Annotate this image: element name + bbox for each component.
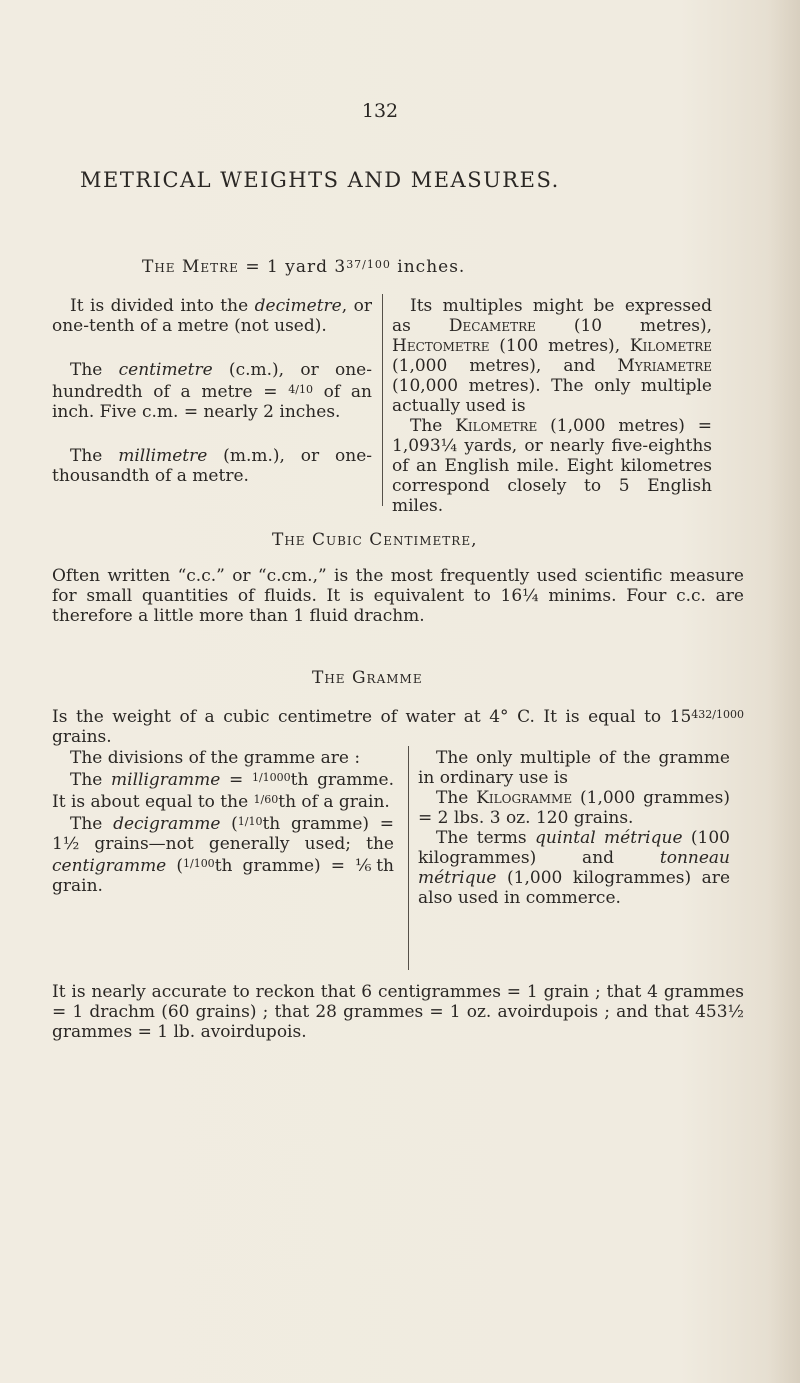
- metre-column-rule: [382, 294, 383, 506]
- decigramme-paragraph: The decigramme ($^{1/10}$th gramme) = 1½ grains—not generally used; the centigramme ($^{1/100}$th gramme) = ⅙th grain.: [52, 814, 394, 896]
- gramme-left-column: [52, 748, 394, 896]
- gramme-grains-fraction: 432/1000: [691, 708, 744, 721]
- centimetre-paragraph: The centimetre (c.m.), or one-hundredth of a metre = $^{4/10}$ of an inch. Five c.m. = nearly 2 inches.: [52, 360, 373, 422]
- gramme-intro: Is the weight of a cubic centimetre of water at 4° C. It is equal to $15^{432/1000}$ grains.: [52, 707, 744, 747]
- milligramme-paragraph: The milligramme = $^{1/1000}$th gramme. It is about equal to the $^{1/60}$th of a grain.: [52, 770, 394, 812]
- cubic-paragraph: Often written “c.c.” or “c.cm.,” is the most frequently used scientific measure for small quantities of fluids. It is equivalent to 16¼ minims. Four c.c. are therefore a little more than 1 fluid drachm.: [52, 566, 744, 626]
- page-title: METRICAL WEIGHTS AND MEASURES.: [80, 168, 560, 192]
- page-number: 132: [361, 100, 399, 122]
- quintal-paragraph: The terms quintal métrique (100 kilogrammes) and tonneau métrique (1,000 kilogrammes) are also used in commerce.: [418, 828, 730, 908]
- cubic-heading: The Cubic Centimetre,: [272, 530, 478, 550]
- decimetre-paragraph: It is divided into the decimetre, or one-tenth of a metre (not used).: [52, 296, 372, 336]
- metre-inches-fraction: 37/100: [346, 258, 391, 271]
- millimetre-paragraph: The millimetre (m.m.), or one-thousandth of a metre.: [52, 446, 372, 486]
- kilometre-paragraph: The Kilometre (1,000 metres) = 1,093¼ yards, or nearly five-eighths of an English mile. Eight kilometres correspond closely to 5 English miles.: [392, 416, 712, 516]
- divisions-paragraph: The divisions of the gramme are :: [70, 748, 361, 768]
- metre-right-column: [392, 296, 712, 516]
- gramme-column-rule: [408, 746, 409, 970]
- gramme-heading: The Gramme: [312, 668, 423, 688]
- multiples-paragraph: Its multiples might be expressed as Decametre (10 metres), Hectometre (100 metres), Kilometre (1,000 metres), and Myriametre (10,000 metres). The only multiple actually used is: [392, 296, 713, 416]
- metre-left-column: [52, 296, 372, 486]
- closing-paragraph: It is nearly accurate to reckon that 6 centigrammes = 1 grain ; that 4 grammes = 1 drachm (60 grains) ; that 28 grammes = 1 oz. avoirdupois ; and that 453½ grammes = 1 lb. avoirdupois.: [52, 982, 744, 1042]
- metre-heading: The Metre = 1 yard $3^{37/100}$ inches.: [142, 257, 466, 277]
- multiple-paragraph: The only multiple of the gramme in ordinary use is: [418, 748, 730, 788]
- kilogramme-paragraph: The Kilogramme (1,000 grammes) = 2 lbs. 3 oz. 120 grains.: [418, 788, 730, 828]
- gramme-right-column: [418, 748, 730, 908]
